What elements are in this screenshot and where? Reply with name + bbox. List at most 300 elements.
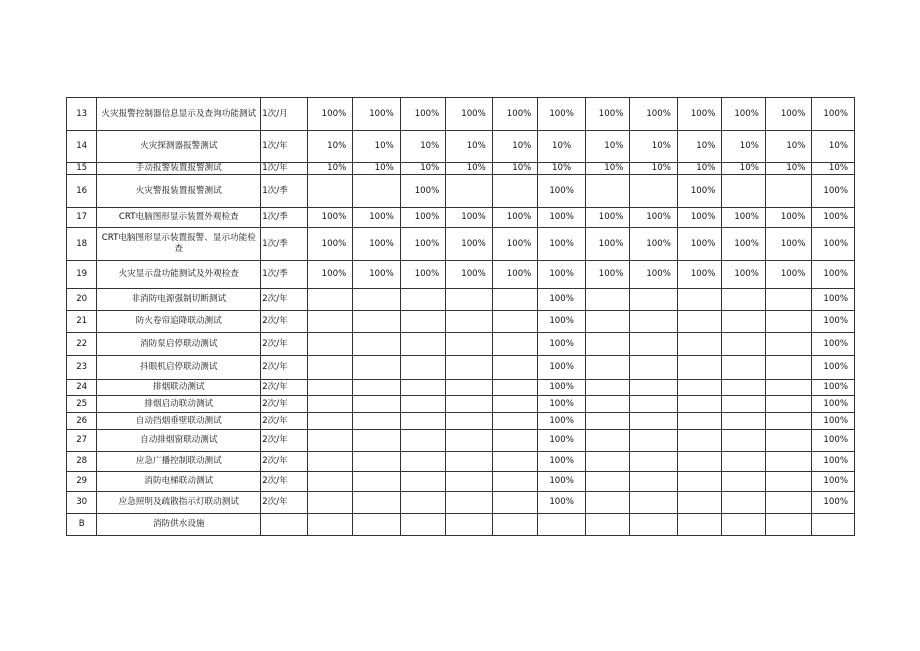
month-cell: 10% — [307, 163, 353, 175]
month-cell — [630, 413, 678, 430]
table-row — [67, 163, 855, 175]
month-cell — [446, 333, 493, 356]
month-cell — [722, 175, 765, 208]
month-cell — [400, 430, 446, 452]
month-cell: 100% — [446, 208, 493, 228]
month-cell — [765, 430, 812, 452]
month-cell — [765, 452, 812, 472]
month-cell — [353, 413, 401, 430]
month-cell: 100% — [812, 430, 855, 452]
month-cell: 100% — [630, 228, 678, 261]
month-cell: 100% — [677, 175, 722, 208]
month-cell — [585, 356, 630, 380]
month-cell — [353, 514, 401, 536]
test-frequency: 1次/月 — [261, 98, 308, 131]
month-cell — [400, 413, 446, 430]
month-cell — [446, 430, 493, 452]
table-row — [67, 514, 855, 536]
test-item: 火灾报警控制器信息显示及查询功能测试 — [97, 98, 261, 131]
test-item: 应急广播控制联动测试 — [97, 452, 261, 472]
month-cell — [353, 396, 401, 413]
month-cell: 100% — [812, 208, 855, 228]
month-cell — [765, 356, 812, 380]
month-cell: 10% — [630, 163, 678, 175]
month-cell: 100% — [677, 208, 722, 228]
month-cell — [722, 514, 765, 536]
test-item: CRT电脑图形显示装置外观检查 — [97, 208, 261, 228]
month-cell — [492, 452, 538, 472]
month-cell — [446, 492, 493, 514]
test-frequency: 1次/季 — [261, 261, 308, 289]
month-cell: 10% — [585, 131, 630, 163]
table-row — [67, 333, 855, 356]
month-cell — [307, 333, 353, 356]
month-cell — [492, 413, 538, 430]
month-cell — [722, 311, 765, 333]
month-cell: 100% — [492, 208, 538, 228]
month-cell — [585, 175, 630, 208]
month-cell: 100% — [538, 492, 586, 514]
month-cell — [492, 514, 538, 536]
month-cell — [446, 514, 493, 536]
month-cell — [722, 380, 765, 396]
month-cell — [765, 413, 812, 430]
test-item: 抖眼机启停联动测试 — [97, 356, 261, 380]
test-item: 消防泵启停联动测试 — [97, 333, 261, 356]
month-cell: 10% — [492, 163, 538, 175]
month-cell — [765, 380, 812, 396]
test-frequency: 2次/年 — [261, 333, 308, 356]
month-cell: 10% — [353, 163, 401, 175]
month-cell: 10% — [446, 163, 493, 175]
month-cell — [492, 396, 538, 413]
month-cell: 100% — [722, 228, 765, 261]
month-cell: 100% — [538, 430, 586, 452]
month-cell: 100% — [812, 311, 855, 333]
month-cell: 100% — [538, 208, 586, 228]
month-cell — [446, 289, 493, 311]
month-cell — [630, 472, 678, 492]
month-cell: 10% — [446, 131, 493, 163]
month-cell: 100% — [353, 261, 401, 289]
test-item: 火灾警报装置报警测试 — [97, 175, 261, 208]
test-item: 排烟启动联动测试 — [97, 396, 261, 413]
month-cell: 100% — [538, 452, 586, 472]
month-cell: 100% — [765, 228, 812, 261]
month-cell — [722, 356, 765, 380]
month-cell: 100% — [585, 261, 630, 289]
month-cell — [307, 311, 353, 333]
month-cell — [307, 289, 353, 311]
month-cell — [585, 472, 630, 492]
month-cell — [538, 514, 586, 536]
month-cell — [353, 356, 401, 380]
test-item: 消防供水设施 — [97, 514, 261, 536]
month-cell — [765, 311, 812, 333]
test-frequency: 1次/季 — [261, 175, 308, 208]
month-cell: 100% — [630, 208, 678, 228]
month-cell — [722, 472, 765, 492]
month-cell — [722, 492, 765, 514]
month-cell — [446, 356, 493, 380]
month-cell: 10% — [585, 163, 630, 175]
month-cell — [446, 311, 493, 333]
month-cell: 100% — [812, 413, 855, 430]
month-cell — [492, 492, 538, 514]
test-item: 排烟联动测试 — [97, 380, 261, 396]
month-cell: 100% — [765, 98, 812, 131]
month-cell — [630, 289, 678, 311]
row-number: 19 — [67, 261, 97, 289]
month-cell: 100% — [812, 289, 855, 311]
month-cell — [492, 311, 538, 333]
month-cell — [722, 396, 765, 413]
month-cell — [353, 175, 401, 208]
month-cell — [400, 311, 446, 333]
month-cell: 100% — [812, 356, 855, 380]
month-cell — [585, 289, 630, 311]
month-cell: 10% — [677, 131, 722, 163]
month-cell — [307, 175, 353, 208]
month-cell — [307, 396, 353, 413]
month-cell — [353, 289, 401, 311]
month-cell — [630, 333, 678, 356]
month-cell — [630, 380, 678, 396]
test-frequency: 2次/年 — [261, 413, 308, 430]
month-cell: 10% — [630, 131, 678, 163]
month-cell: 100% — [446, 228, 493, 261]
row-number: 13 — [67, 98, 97, 131]
month-cell — [677, 472, 722, 492]
test-item: 火灾探测器报警测试 — [97, 131, 261, 163]
month-cell — [353, 333, 401, 356]
month-cell: 10% — [400, 131, 446, 163]
month-cell — [722, 333, 765, 356]
month-cell — [400, 472, 446, 492]
month-cell: 100% — [538, 380, 586, 396]
month-cell: 100% — [538, 472, 586, 492]
month-cell — [630, 430, 678, 452]
table-row — [67, 396, 855, 413]
month-cell: 100% — [446, 98, 493, 131]
month-cell — [677, 452, 722, 472]
test-item: 自动挡烟垂壁联动测试 — [97, 413, 261, 430]
month-cell — [677, 356, 722, 380]
month-cell: 100% — [538, 311, 586, 333]
month-cell — [400, 492, 446, 514]
month-cell: 100% — [307, 261, 353, 289]
month-cell — [307, 356, 353, 380]
month-cell — [400, 356, 446, 380]
table-row — [67, 208, 855, 228]
month-cell — [585, 396, 630, 413]
table-row — [67, 261, 855, 289]
month-cell: 100% — [446, 261, 493, 289]
month-cell — [492, 380, 538, 396]
month-cell — [400, 396, 446, 413]
month-cell — [765, 396, 812, 413]
test-frequency: 1次/年 — [261, 163, 308, 175]
table-row — [67, 131, 855, 163]
row-number: B — [67, 514, 97, 536]
test-frequency: 2次/年 — [261, 472, 308, 492]
test-item: 火灾显示盘功能测试及外观检查 — [97, 261, 261, 289]
month-cell: 100% — [812, 261, 855, 289]
row-number: 22 — [67, 333, 97, 356]
month-cell — [446, 472, 493, 492]
table-row — [67, 98, 855, 131]
table-row — [67, 380, 855, 396]
month-cell — [492, 175, 538, 208]
month-cell — [353, 452, 401, 472]
month-cell: 100% — [307, 208, 353, 228]
month-cell — [585, 514, 630, 536]
month-cell — [677, 413, 722, 430]
test-frequency: 2次/年 — [261, 311, 308, 333]
month-cell — [446, 396, 493, 413]
month-cell — [765, 333, 812, 356]
month-cell — [353, 472, 401, 492]
month-cell — [307, 472, 353, 492]
row-number: 25 — [67, 396, 97, 413]
test-item: 防火卷帘追降联动测试 — [97, 311, 261, 333]
month-cell: 100% — [538, 289, 586, 311]
month-cell: 100% — [812, 98, 855, 131]
month-cell — [630, 311, 678, 333]
row-number: 17 — [67, 208, 97, 228]
month-cell: 100% — [812, 492, 855, 514]
month-cell: 100% — [400, 98, 446, 131]
month-cell — [307, 413, 353, 430]
month-cell: 10% — [353, 131, 401, 163]
month-cell: 100% — [812, 175, 855, 208]
month-cell: 100% — [812, 452, 855, 472]
row-number: 29 — [67, 472, 97, 492]
month-cell — [307, 452, 353, 472]
table-row — [67, 430, 855, 452]
month-cell: 100% — [353, 228, 401, 261]
month-cell — [677, 492, 722, 514]
month-cell — [492, 333, 538, 356]
month-cell: 100% — [677, 228, 722, 261]
test-frequency: 1次/季 — [261, 228, 308, 261]
month-cell: 100% — [492, 98, 538, 131]
month-cell — [492, 356, 538, 380]
month-cell: 10% — [538, 163, 586, 175]
row-number: 21 — [67, 311, 97, 333]
month-cell — [307, 514, 353, 536]
month-cell — [446, 452, 493, 472]
test-frequency: 2次/年 — [261, 380, 308, 396]
month-cell: 100% — [307, 98, 353, 131]
month-cell — [722, 430, 765, 452]
row-number: 16 — [67, 175, 97, 208]
month-cell: 100% — [492, 228, 538, 261]
table-row — [67, 175, 855, 208]
month-cell — [307, 430, 353, 452]
month-cell — [492, 430, 538, 452]
test-item: 手动报警装置报警测试 — [97, 163, 261, 175]
month-cell — [677, 380, 722, 396]
row-number: 18 — [67, 228, 97, 261]
month-cell: 100% — [812, 380, 855, 396]
row-number: 15 — [67, 163, 97, 175]
month-cell: 100% — [722, 261, 765, 289]
test-item: 自动排烟窗联动测试 — [97, 430, 261, 452]
row-number: 26 — [67, 413, 97, 430]
month-cell: 100% — [722, 98, 765, 131]
table-row — [67, 492, 855, 514]
table-row — [67, 311, 855, 333]
month-cell: 100% — [765, 208, 812, 228]
test-frequency: 2次/年 — [261, 289, 308, 311]
month-cell: 10% — [677, 163, 722, 175]
table-row — [67, 356, 855, 380]
month-cell: 100% — [400, 208, 446, 228]
month-cell: 100% — [585, 98, 630, 131]
month-cell — [585, 430, 630, 452]
month-cell: 10% — [538, 131, 586, 163]
month-cell: 100% — [765, 261, 812, 289]
month-cell: 100% — [538, 98, 586, 131]
month-cell — [812, 514, 855, 536]
month-cell: 100% — [812, 396, 855, 413]
month-cell — [446, 175, 493, 208]
month-cell — [446, 413, 493, 430]
month-cell — [722, 413, 765, 430]
month-cell — [492, 289, 538, 311]
month-cell: 100% — [538, 261, 586, 289]
month-cell — [677, 333, 722, 356]
month-cell — [677, 430, 722, 452]
month-cell — [677, 514, 722, 536]
month-cell: 100% — [538, 228, 586, 261]
month-cell — [677, 311, 722, 333]
month-cell — [400, 452, 446, 472]
month-cell — [630, 514, 678, 536]
test-frequency: 2次/年 — [261, 396, 308, 413]
month-cell: 100% — [400, 228, 446, 261]
test-frequency: 2次/年 — [261, 452, 308, 472]
month-cell — [765, 175, 812, 208]
table-row — [67, 228, 855, 261]
month-cell — [585, 380, 630, 396]
row-number: 23 — [67, 356, 97, 380]
month-cell: 100% — [492, 261, 538, 289]
month-cell — [585, 333, 630, 356]
test-item: 应急照明及疏散指示灯联动测试 — [97, 492, 261, 514]
table-row — [67, 413, 855, 430]
month-cell — [400, 380, 446, 396]
month-cell — [307, 380, 353, 396]
month-cell: 100% — [538, 396, 586, 413]
month-cell: 100% — [630, 98, 678, 131]
month-cell: 10% — [722, 163, 765, 175]
month-cell — [630, 175, 678, 208]
month-cell — [585, 492, 630, 514]
test-item: CRT电脑图形显示装置报警、显示功能检查 — [97, 228, 261, 261]
month-cell — [765, 514, 812, 536]
month-cell: 10% — [765, 131, 812, 163]
month-cell: 100% — [812, 228, 855, 261]
month-cell — [765, 472, 812, 492]
month-cell — [722, 289, 765, 311]
row-number: 30 — [67, 492, 97, 514]
month-cell — [353, 380, 401, 396]
table-row — [67, 472, 855, 492]
month-cell: 100% — [585, 228, 630, 261]
month-cell — [630, 356, 678, 380]
month-cell: 10% — [812, 131, 855, 163]
month-cell: 100% — [538, 356, 586, 380]
month-cell — [630, 452, 678, 472]
month-cell: 10% — [765, 163, 812, 175]
row-number: 20 — [67, 289, 97, 311]
row-number: 27 — [67, 430, 97, 452]
month-cell — [492, 472, 538, 492]
month-cell — [585, 311, 630, 333]
test-item: 消防电梯联动测试 — [97, 472, 261, 492]
month-cell: 100% — [677, 261, 722, 289]
month-cell — [585, 413, 630, 430]
month-cell: 100% — [722, 208, 765, 228]
month-cell — [630, 492, 678, 514]
month-cell: 100% — [400, 175, 446, 208]
month-cell: 100% — [630, 261, 678, 289]
test-frequency: 2次/年 — [261, 492, 308, 514]
month-cell: 100% — [812, 333, 855, 356]
row-number: 24 — [67, 380, 97, 396]
table-row — [67, 289, 855, 311]
month-cell: 10% — [400, 163, 446, 175]
month-cell — [765, 492, 812, 514]
month-cell — [353, 311, 401, 333]
month-cell: 10% — [492, 131, 538, 163]
month-cell — [400, 333, 446, 356]
month-cell — [722, 452, 765, 472]
month-cell — [400, 289, 446, 311]
row-number: 28 — [67, 452, 97, 472]
test-frequency: 1次/年 — [261, 131, 308, 163]
month-cell — [630, 396, 678, 413]
month-cell: 100% — [677, 98, 722, 131]
row-number: 14 — [67, 131, 97, 163]
month-cell: 10% — [812, 163, 855, 175]
month-cell: 100% — [812, 472, 855, 492]
test-frequency: 2次/年 — [261, 356, 308, 380]
month-cell — [446, 380, 493, 396]
test-frequency: 1次/季 — [261, 208, 308, 228]
maintenance-schedule-table — [66, 97, 855, 536]
month-cell — [353, 492, 401, 514]
month-cell — [677, 396, 722, 413]
month-cell — [307, 492, 353, 514]
month-cell — [765, 289, 812, 311]
test-item: 非消防电源强制切断测试 — [97, 289, 261, 311]
month-cell: 100% — [538, 413, 586, 430]
month-cell: 100% — [585, 208, 630, 228]
month-cell: 100% — [538, 175, 586, 208]
month-cell: 10% — [307, 131, 353, 163]
month-cell — [353, 430, 401, 452]
month-cell: 100% — [400, 261, 446, 289]
month-cell: 100% — [353, 208, 401, 228]
month-cell — [585, 452, 630, 472]
month-cell — [400, 514, 446, 536]
month-cell: 100% — [353, 98, 401, 131]
month-cell: 10% — [722, 131, 765, 163]
month-cell: 100% — [307, 228, 353, 261]
